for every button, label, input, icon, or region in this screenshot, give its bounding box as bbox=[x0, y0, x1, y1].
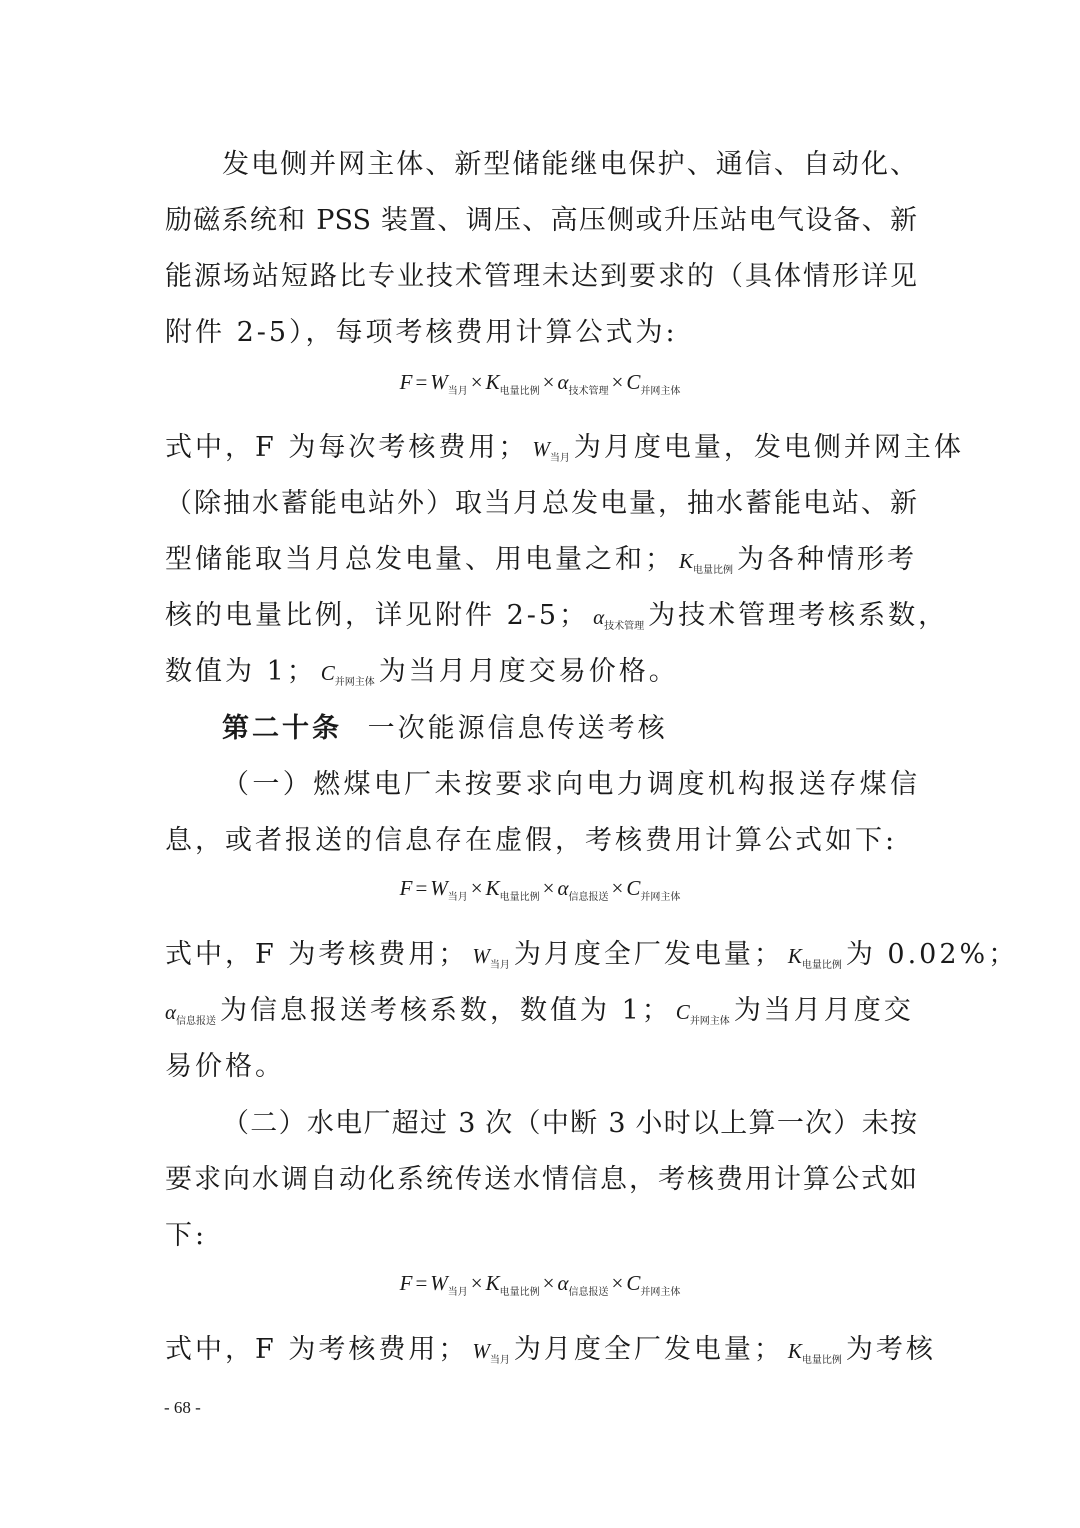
page-number: - 68 - bbox=[164, 1398, 201, 1417]
formula-hydro-info: $F = W_{当月} \times K_{电量比例} \times \alpha_{信息报送} \times C_{并网主体}$ bbox=[399, 1271, 681, 1298]
paragraph-line: 下: bbox=[165, 1220, 208, 1251]
formula-technical-management: $F = W_{当月} \times K_{电量比例} \times \alpha_{技术管理} \times C_{并网主体}$ bbox=[399, 370, 681, 397]
formula-coal-info: $F = W_{当月} \times K_{电量比例} \times \alpha_{信息报送} \times C_{并网主体}$ bbox=[399, 876, 681, 903]
paragraph-line: 附件 2-5），每项考核费用计算公式为: bbox=[165, 317, 678, 348]
article-heading bbox=[222, 701, 917, 757]
paragraph-line: 核的电量比例，详见附件 2-5； $\alpha_{技术管理}$ 为技术管理考核系数， bbox=[165, 600, 949, 632]
paragraph-line: 励磁系统和 PSS 装置、调压、高压侧或升压站电气设备、新 bbox=[165, 205, 917, 236]
paragraph-line: 易价格。 bbox=[165, 1051, 285, 1082]
paragraph-line: 息，或者报送的信息存在虚假，考核费用计算公式如下: bbox=[165, 825, 898, 856]
paragraph-line: 式中，F 为每次考核费用； $W_{当月}$ 为月度电量，发电侧并网主体 bbox=[165, 432, 964, 464]
paragraph-line: $\alpha_{信息报送}$ 为信息报送考核系数，数值为 1； $C_{并网主体}$ 为当月月度交 bbox=[165, 995, 914, 1027]
paragraph-line: 式中，F 为考核费用； $W_{当月}$ 为月度全厂发电量； $K_{电量比例}$ 为考核 bbox=[165, 1334, 936, 1366]
paragraph-line: 要求向水调自动化系统传送水情信息，考核费用计算公式如 bbox=[165, 1164, 917, 1195]
paragraph-line: 能源场站短路比专业技术管理未达到要求的（具体情形详见 bbox=[165, 261, 917, 292]
paragraph-line: 型储能取当月总发电量、用电量之和； $K_{电量比例}$ 为各种情形考 bbox=[165, 544, 918, 576]
paragraph-line: （除抽水蓄能电站外）取当月总发电量，抽水蓄能电站、新 bbox=[165, 488, 917, 519]
paragraph-line: （二）水电厂超过 3 次（中断 3 小时以上算一次）未按 bbox=[222, 1108, 917, 1139]
paragraph-line: （一）燃煤电厂未按要求向电力调度机构报送存煤信 bbox=[222, 769, 917, 800]
article-subtitle: 一次能源信息传送考核 bbox=[367, 713, 668, 744]
article-number: 第二十条 bbox=[222, 713, 342, 744]
paragraph-line: 数值为 1； $C_{并网主体}$ 为当月月度交易价格。 bbox=[165, 656, 679, 688]
paragraph-line: 式中，F 为考核费用； $W_{当月}$ 为月度全厂发电量； $K_{电量比例}$ 为 0.02%； bbox=[165, 939, 1019, 971]
paragraph-line: 发电侧并网主体、新型储能继电保护、通信、自动化、 bbox=[222, 149, 917, 180]
